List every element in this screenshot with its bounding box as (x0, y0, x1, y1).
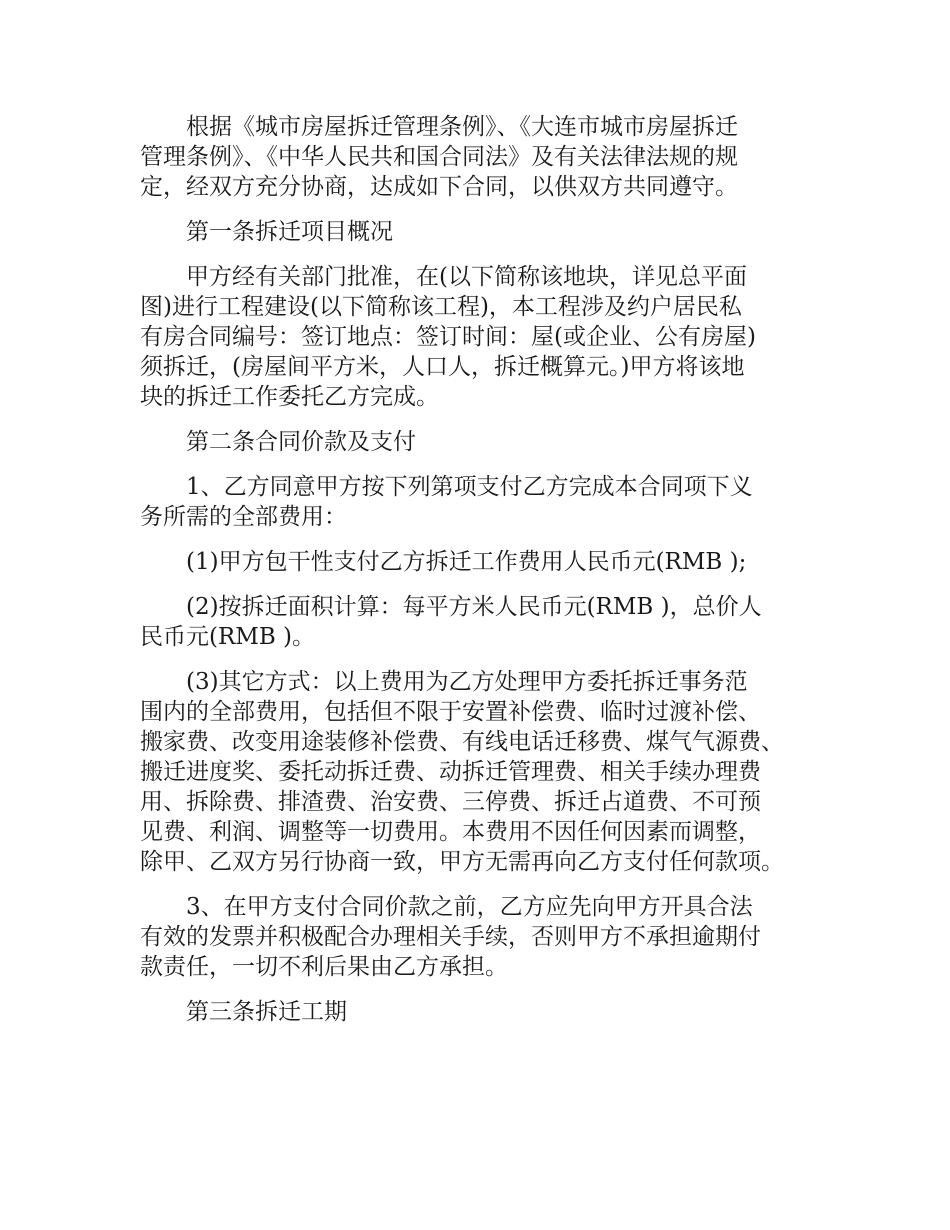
section-heading-article-1 (140, 217, 820, 247)
text-line: 款责任，一切不利后果由乙方承担。 (140, 954, 508, 980)
text-line: 搬迁进度奖、委托动拆迁费、动拆迁管理费、相关手续办理费 (140, 759, 761, 785)
text-line: 务所需的全部费用： (140, 504, 347, 530)
text-line: 3、在甲方支付合同价款之前，乙方应先向甲方开具合法 (186, 894, 753, 920)
text-line: 有房合同编号：签订地点：签订时间：屋(或企业、公有房屋) (140, 324, 756, 350)
section-heading-article-3 (140, 997, 820, 1027)
heading-text: 第二条合同价款及支付 (186, 429, 416, 455)
text-line: (1)甲方包干性支付乙方拆迁工作费用人民币元(RMB ); (186, 549, 747, 575)
paragraph-option-1 (140, 547, 820, 577)
heading-text: 第三条拆迁工期 (186, 999, 347, 1025)
text-line: 须拆迁，(房屋间平方米，人口人，拆迁概算元。)甲方将该地 (140, 354, 745, 380)
text-line: 有效的发票并积极配合办理相关手续，否则甲方不承担逾期付 (140, 924, 761, 950)
text-line: 见费、利润、调整等一切费用。本费用不因任何因素而调整， (140, 819, 761, 845)
text-line: 民币元(RMB )。 (140, 624, 316, 650)
text-line: 定，经双方充分协商，达成如下合同，以供双方共同遵守。 (140, 174, 738, 200)
text-line: 根据《城市房屋拆迁管理条例》、《大连市城市房屋拆迁 (186, 114, 738, 140)
text-line: 1、乙方同意甲方按下列第项支付乙方完成本合同项下义 (186, 474, 753, 500)
text-line: (3)其它方式：以上费用为乙方处理甲方委托拆迁事务范 (186, 669, 748, 695)
paragraph-project-overview (140, 262, 820, 412)
section-heading-article-2 (140, 427, 820, 457)
text-line: 块的拆迁工作委托乙方完成。 (140, 384, 439, 410)
paragraph-option-3 (140, 667, 820, 877)
text-line: 图)进行工程建设(以下简称该工程)，本工程涉及约户居民私 (140, 294, 742, 320)
text-line: 围内的全部费用，包括但不限于安置补偿费、临时过渡补偿、 (140, 699, 761, 725)
paragraph-preamble (140, 112, 820, 202)
text-line: 甲方经有关部门批准，在(以下简称该地块，详见总平面 (186, 264, 747, 290)
heading-text: 第一条拆迁项目概况 (186, 219, 393, 245)
text-line: 搬家费、改变用途装修补偿费、有线电话迁移费、煤气气源费、 (140, 729, 784, 755)
paragraph-clause-1 (140, 472, 820, 532)
text-line: 管理条例》、《中华人民共和国合同法》及有关法律法规的规 (140, 144, 738, 170)
paragraph-option-2 (140, 592, 820, 652)
text-line: 用、拆除费、排渣费、治安费、三停费、拆迁占道费、不可预 (140, 789, 761, 815)
text-line: 除甲、乙双方另行协商一致，甲方无需再向乙方支付任何款项。 (140, 849, 784, 875)
paragraph-clause-3 (140, 892, 820, 982)
document-page (140, 112, 820, 1042)
text-line: (2)按拆迁面积计算：每平方米人民币元(RMB )，总价人 (186, 594, 762, 620)
